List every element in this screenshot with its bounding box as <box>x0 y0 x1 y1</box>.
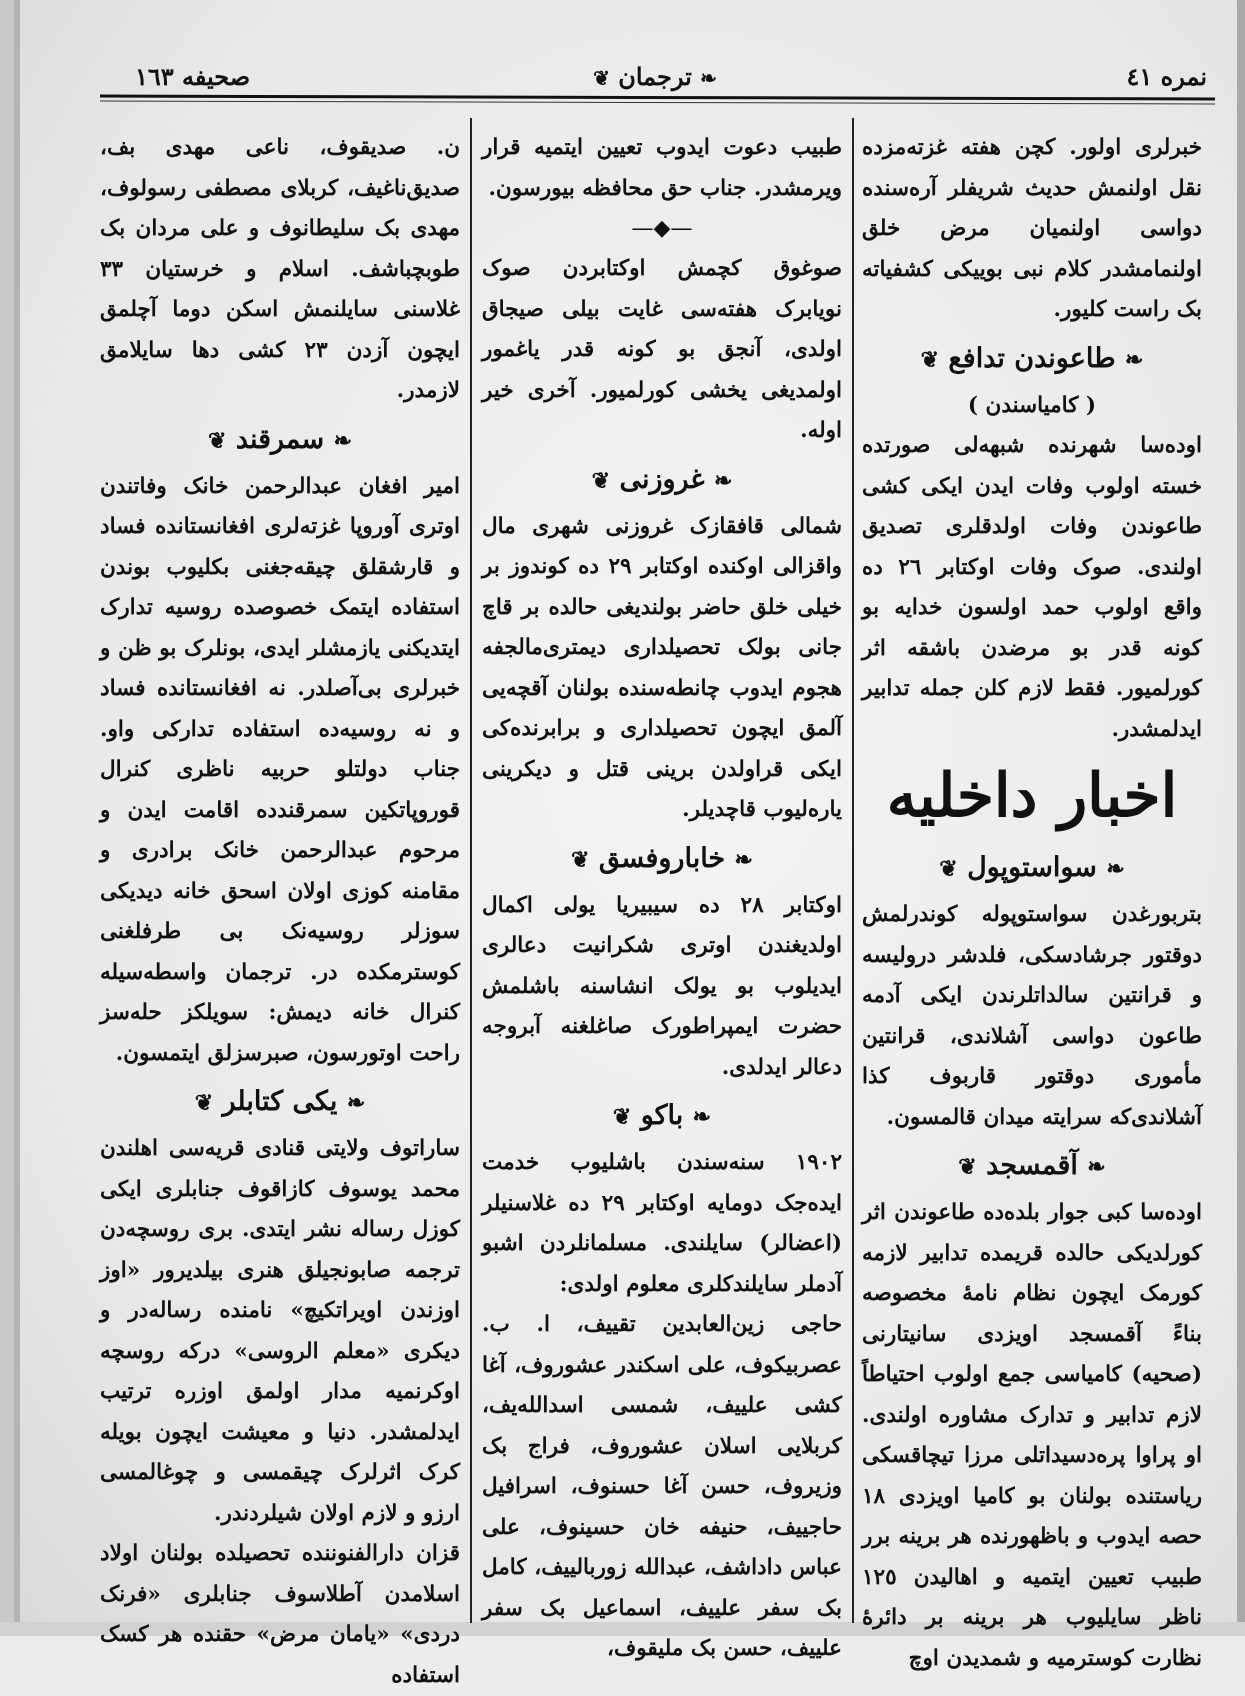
article-paragraph: شمالی قافقازک غروزنی شهری مال واقزالی اوکنده اوکتابر ٢٩ ده کوندوز بر خیلی خلق حاضر بولندیغی حالده بر قاچ جانی بولک تحصیلداری دیمتری‌مالجفه هجوم ایدوب چانطه‌سنده بولنان آقچه‌یی آلمق ایچون تحصیلداری و برابرنده‌کی ایکی قراولدن برینی قتل و دیکرینی یاره‌لیوب قاچدیلر. <box>482 513 842 822</box>
ornament-icon: ❦ <box>207 427 227 454</box>
section-heading <box>482 837 842 882</box>
article-paragraph: قزان دارالفنوننده تحصیلده بولنان اولاد اسلامدن آطلاسوف جنابلری «فرنک دردی» «یامان مرض» حقنده هر کسک استفاده <box>100 1541 460 1688</box>
section-heading <box>100 1080 460 1125</box>
source-note: ( کامیاسندن ) <box>967 392 1097 418</box>
ornament-icon: ❧ <box>333 427 353 454</box>
page-edge-shadow <box>14 0 20 1636</box>
ornament-icon: ❧ <box>346 1090 366 1116</box>
heading-text: آقمسجد <box>986 1150 1078 1181</box>
ornament-icon: ❦ <box>194 1090 214 1116</box>
article-paragraph: اوده‌سا شهرنده شبهه‌لی صورتده خسته اولوب وفات ایدن ایکی کشی طاعوندن وفات اولدقلری تصدیق اولندی. صوک وفات اوکتابر ٢٦ ده واقع اولوب حمد اولسون خدایه بو کونه قدر بو مرضدن باشقه اثر کورلمیور. فقط لازم کلن جمله تدابیر ایدلمشدر. <box>862 433 1202 742</box>
ornament-icon: ❧ <box>1124 346 1144 373</box>
issue-number-label: نمره ٤١ <box>1126 62 1207 91</box>
ornament-icon: ❧ <box>1106 856 1125 882</box>
article-paragraph: خبرلری اولور. کچن هفته غزته‌مزده نقل اولنمش حدیث شریفلر آره‌سنده دواسی اولنمیان مرض خلق اولنمامشدر کلام نبی بوییکی کشفیاته بک راست کلیور. <box>862 135 1202 322</box>
heading-text: سواستوپول <box>967 852 1097 883</box>
header-rule-thin <box>100 101 1215 105</box>
heading-text: یکی کتابلر <box>222 1086 338 1117</box>
ornament-icon: ❧ <box>734 846 753 873</box>
article-paragraph: حاجی زین‌العابدین تقییف، ا. ب. عصربیکوف، علی اسکندر عشوروف، آغا کشی علییف، شمسی اسدالله‌یف، کربلایی اسلان عشوروف، فراج بک وزیروف، حسن آغا حسنوف، اسرافیل حاجییف، حنیفه خان حسینوف، علی عباس داداشف، عبدالله زوربالییف، کامل بک سفر علییف، اسماعیل بک سفر علییف، حسن بک ملیقوف، <box>482 1312 842 1661</box>
page-number-label: صحيفه ١٦٣ <box>135 62 251 91</box>
page-header <box>95 58 1215 98</box>
ornament-icon: ❦ <box>939 856 958 882</box>
column-divider <box>852 118 854 1623</box>
column-right <box>862 128 1202 1679</box>
ornament-icon: ❧ <box>692 1104 712 1130</box>
ornament-icon: ❦ <box>591 467 611 494</box>
heading-text: سمرقند <box>235 423 325 455</box>
article-paragraph: اوکتابر ٢٨ ده سیبیریا یولی اکمال اولدیغندن اوتری شکرانیت دعالری ایدیلوب بو یولک انشاسنه باشلمش حضرت ایمپراطورک صاغلغنه آبروجه دعالر ایدلدی. <box>482 892 842 1080</box>
article-paragraph: ساراتوف ولایتی قنادی قریه‌سی اهلندن محمد یوسوف کازاقوف جنابلری ایکی کوزل رساله نشر ایتدی. بری روسچه‌دن ترجمه صابونجیلق هنری بیلدیرور «اوز اوزندن اویراتکیچ» نامنده رساله‌در و دیکری «معلم الروسی» درکه روسچه اوکرنمیه مدار اولمق اوزره ترتیب ایدلمشدر. دنیا و معیشت ایچون بویله کرک اثرلرک چیقمسی و چوغالمسی ارزو و لازم اولان شیلردندر. <box>100 1136 460 1526</box>
section-heading <box>862 1144 1202 1189</box>
column-left <box>100 128 460 1696</box>
ornament-icon: ❦ <box>920 346 940 373</box>
section-heading <box>482 1094 842 1139</box>
section-heading <box>100 418 460 463</box>
ornament-icon: ❧ <box>713 467 733 494</box>
page-edge-left <box>0 0 14 1636</box>
article-paragraph: بتربورغدن سواستوپوله کوندرلمش دوقتور جرشادسکی، فلدشر درولیسه و قرانتین سالداتلرندن ایکی آدمه طاعون دواسی آشلاندی، قرانتین مأموری دوقتور قاربوف کذا آشلاندی‌که سرایته میدان قالمسون. <box>862 902 1202 1130</box>
section-heading <box>482 458 842 503</box>
column-divider <box>470 118 472 1623</box>
ornament-icon: ❦ <box>958 1154 977 1180</box>
ornament-icon: ❦ <box>593 66 610 90</box>
heading-text: غروزنی <box>619 463 705 495</box>
article-paragraph: ن. صدیقوف، ناعی مهدی بف، صدیق‌ناغیف، کربلای مصطفی رسولوف، مهدی بک سلیطانوف و علی مردان بک طوبچباشف. اسلام و خرستیان ٣٣ غلاسنی سایلنمش اسکن دوما آچلمق ایچون آزدن ٢٣ کشی دها سایلامق لازمدر. <box>100 135 460 403</box>
article-paragraph: ١٩٠٢ سنه‌سندن باشلیوب خدمت ایده‌جک دومایه اوکتابر ٢٩ ده غلاسنیلر (اعضالر) سایلندی. مسلمانلردن اشبو آدملر سایلندکلری معلوم اولدی: <box>482 1150 842 1297</box>
article-paragraph: اوده‌سا کبی جوار بلده‌ده طاعوندن اثر کورلدیکی حالده قریمده تدابیر لازمه کورمک ایچون نظام نامهٔ مخصوصه بناءً آقمسجد اویزدی سانیتارنی (صحیه) کامیاسی جمع اولوب احتیاطاً لازم تدابیر و تدارک مشاوره اولندی. او پراوا پره‌دسیداتلی‌ مرزا تیچاقسکی ریاستنده بولنان بو کامیا اویزدی ١٨ حصه ایدوب و باظهورنده هر برینه برر طبیب تعیین ایتمیه و اهالیدن ١٢٥ ناظر سایلیوب هر برینه بر دائرهٔ نظارت کوسترمیه و شمدیدن اوچ <box>862 1200 1202 1671</box>
heading-text: خاباروفسق <box>598 842 726 874</box>
page-edge-right <box>1237 0 1245 1636</box>
ornament-icon: ❧ <box>1087 1154 1106 1180</box>
section-separator: —◆— <box>631 216 693 241</box>
article-paragraph: امیر افغان عبدالرحمن خانک وفاتندن اوتری آوروپا غزته‌لری افغانستانده فساد و قارشقلق چیقه‌جغنی بکلیوب بوندن استفاده ایتمک خصوصده روسیه تدارک ایتدیکنی یازمشلر ایدی، بونلرک بو ظن و خبرلری بی‌آصلدر. نه افغانستانده فساد و نه روسیه‌ده استفاده تدارکی واو. جناب دولتلو حربیه ناظری کنرال قوروپاتکین سمرقندده اقامت ایدن و مرحوم عبدالرحمن خانک برادری و مقامنه کوزی اولان اسحق خانه دیدیکی سوزلر روسیه‌نک بی طرفلغنی کوسترمکده در. ترجمان واسطه‌سیله کنرال خانه دیمش: سویلکز حله‌سز راحت اوتورسون، صبرسزلق ایتمسون. <box>100 473 460 1066</box>
ornament-icon: ❦ <box>571 846 590 873</box>
heading-text: باکو <box>640 1100 684 1131</box>
newspaper-title <box>95 62 1215 91</box>
section-heading <box>862 846 1202 891</box>
article-paragraph: طبیب دعوت ایدوب تعیین ایتمیه قرار ویرمشدر. جناب حق محافظه بیورسون. <box>482 135 842 201</box>
heading-text: طاعوندن تدافع <box>948 342 1116 374</box>
article-paragraph: صوغوق کچمش اوکتابردن صوک نویابرک هفته‌سی غایت بیلی صیجاق اولدی، آنجق بو کونه قدر یاغمور اولمدیغی یخشی کورلمیور. آخری خیر اوله. <box>482 256 842 443</box>
section-heading <box>862 337 1202 382</box>
ornament-icon: ❧ <box>700 66 717 90</box>
section-banner-title: اخبار داخلیه <box>886 761 1178 831</box>
masthead-title: ترجمان <box>618 62 692 91</box>
column-middle <box>482 128 842 1670</box>
ornament-icon: ❦ <box>612 1104 632 1130</box>
